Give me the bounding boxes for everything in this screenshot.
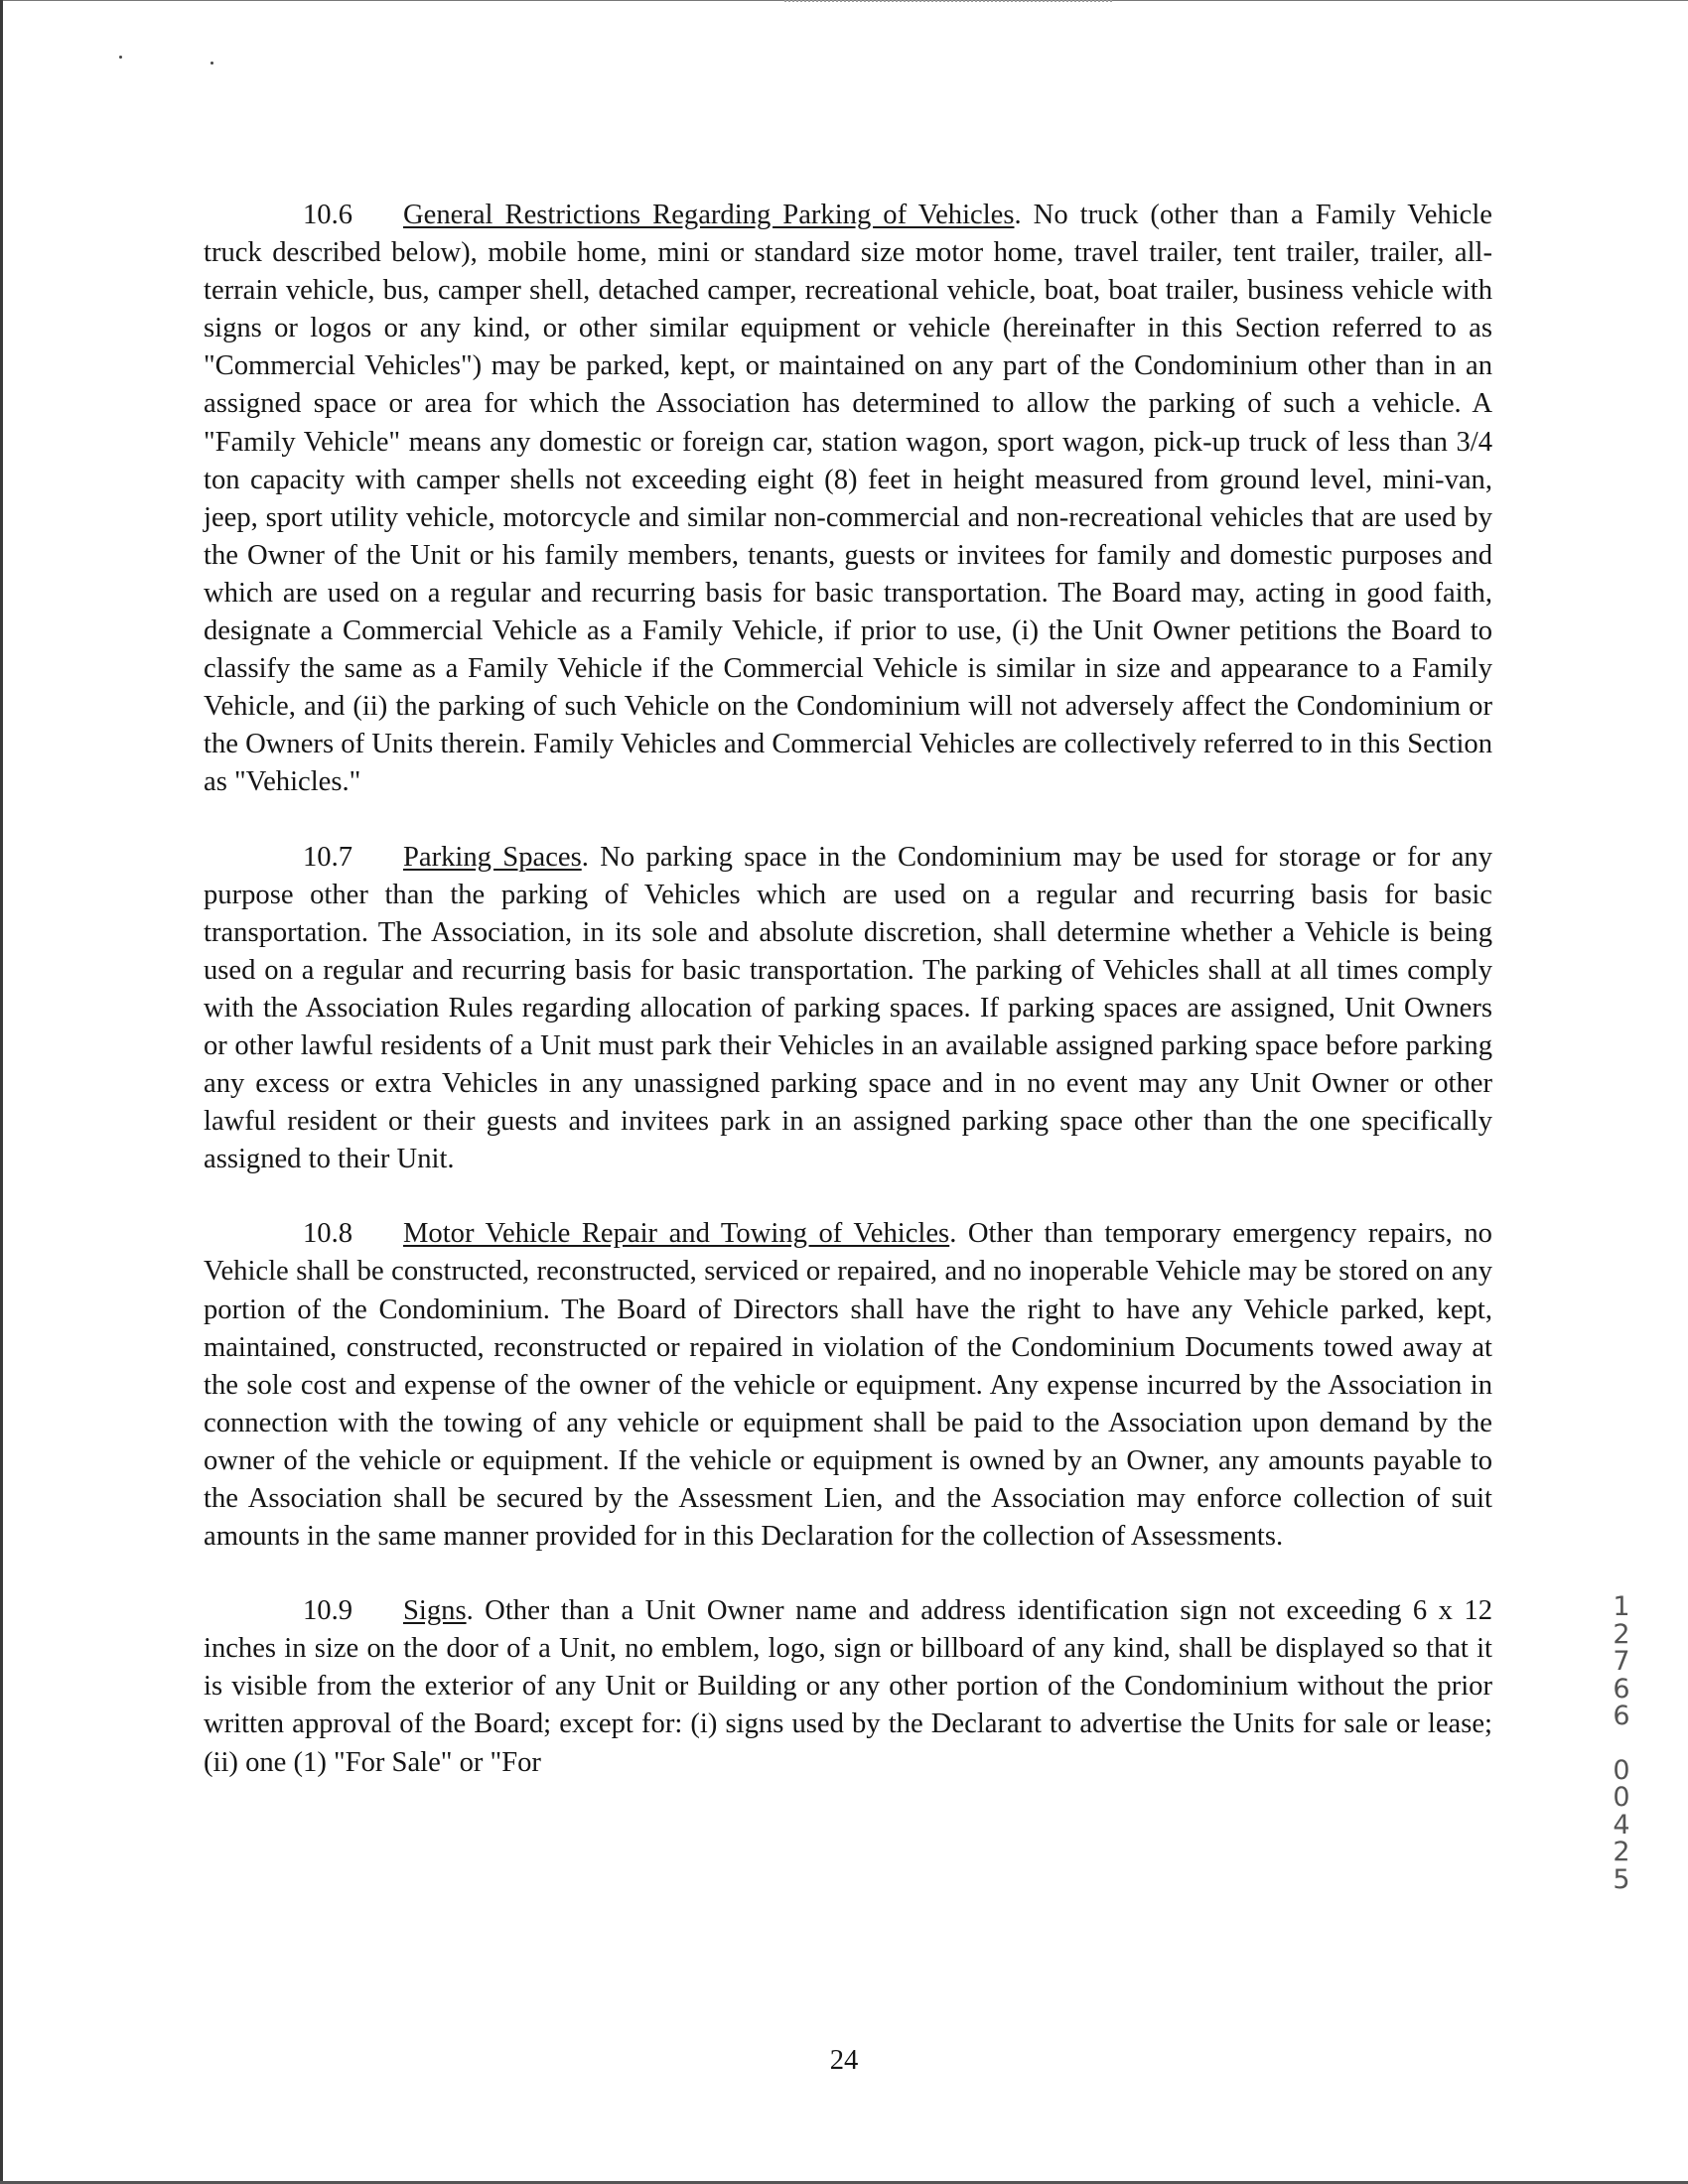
section-heading: General Restrictions Regarding Parking of Vehicles xyxy=(403,200,1015,230)
section-number: 10.9 xyxy=(303,1595,353,1627)
scan-top-mark xyxy=(784,0,1112,6)
scan-speck xyxy=(211,62,213,65)
stamp-digit: 5 xyxy=(1613,1863,1630,1895)
scan-speck xyxy=(119,56,122,59)
section-10-8 xyxy=(204,1215,1492,1556)
section-number: 10.6 xyxy=(303,200,353,230)
section-heading: Motor Vehicle Repair and Towing of Vehicles xyxy=(403,1218,950,1250)
page-number: 24 xyxy=(829,2045,859,2076)
stamp-digit: 6 xyxy=(1613,1673,1630,1705)
stamp-digit: 6 xyxy=(1613,1701,1630,1731)
section-10-9 xyxy=(204,1592,1492,1781)
section-heading: Parking Spaces xyxy=(403,841,582,873)
section-number: 10.8 xyxy=(303,1218,353,1250)
stamp-digit: 2 xyxy=(1613,1618,1630,1650)
section-heading: Signs xyxy=(403,1595,467,1627)
section-body: . No truck (other than a Family Vehicle truck described below), mobile home, mini or standard size motor home, travel trailer, tent trailer, trailer, all-terrain vehicle, bus, camper shell, detached camper, recreational vehicle, boat, boat trailer, business vehicle with signs or logos or any kind, or other similar equipment or vehicle (hereinafter in this Section referred to as "Commercial Vehicles") may be parked, kept, or maintained on any part of the Condominium other than in an assigned space or area for which the Association has determined to allow the parking of such a vehicle. A "Family Vehicle" means any domestic or foreign car, station wagon, sport wagon, pick-up truck of less than 3/4 ton capacity with camper shells not exceeding eight (8) feet in height measured from ground level, mini-van, jeep, sport utility vehicle, motorcycle and similar non-commercial and non-recreational vehicles that are used by the Owner of the Unit or his family members, tenants, guests or invitees for family and domestic purposes and which are used on a regular and recurring basis for basic transportation. The Board may, acting in good faith, designate a Commercial Vehicle as a Family Vehicle, if prior to use, (i) the Unit Owner petitions the Board to classify the same as a Family Vehicle if the Commercial Vehicle is similar in size and appearance to a Family Vehicle, and (ii) the parking of such Vehicle on the Condominium will not adversely affect the Condominium or the Owners of Units therein. Family Vehicles and Commercial Vehicles are collectively referred to in this Section as "Vehicles." xyxy=(204,200,1492,798)
section-body: . Other than a Unit Owner name and address identification sign not exceeding 6 x 12 inches in size on the door of a Unit, no emblem, logo, sign or billboard of any kind, shall be displayed so that it is visible from the exterior of any Unit or Building or any other portion of the Condominium without the prior written approval of the Board; except for: (i) signs used by the Declarant to advertise the Units for sale or lease; (ii) one (1) "For Sale" or "For xyxy=(204,1595,1492,1778)
stamp-digit: 1 xyxy=(1613,1591,1630,1622)
page-left-edge xyxy=(0,0,3,2184)
stamp-digit: 2 xyxy=(1613,1837,1630,1867)
section-10-7 xyxy=(204,839,1492,1179)
recording-stamp xyxy=(1607,1593,1636,1893)
stamp-digit: 4 xyxy=(1613,1809,1630,1841)
section-number: 10.7 xyxy=(303,841,353,873)
section-10-6 xyxy=(204,197,1492,802)
document-body xyxy=(204,197,1492,1819)
section-body: . No parking space in the Condominium may be used for storage or for any purpose other than the parking of Vehicles which are used on a regular and recurring basis for basic transportation. The Association, in its sole and absolute discretion, shall determine whether a Vehicle is being used on a regular and recurring basis for basic transportation. The parking of Vehicles shall at all times comply with the Association Rules regarding allocation of parking spaces. If parking spaces are assigned, Unit Owners or other lawful residents of a Unit must park their Vehicles in an available assigned parking space before parking any excess or extra Vehicles in any unassigned parking space and in no event may any Unit Owner or other lawful resident or their guests and invitees park in an assigned parking space other than the one specifically assigned to their Unit. xyxy=(204,841,1493,1175)
stamp-gap xyxy=(1607,1730,1636,1757)
stamp-digit: 0 xyxy=(1613,1754,1630,1786)
section-body: . Other than temporary emergency repairs, no Vehicle shall be constructed, reconstructed, serviced or repaired, and no inoperable Vehicle may be stored on any portion of the Condominium. The Board of Directors shall have the right to have any Vehicle parked, kept, maintained, constructed, reconstructed or repaired in violation of the Condominium Documents towed away at the sole cost and expense of the owner of the vehicle or equipment. Any expense incurred by the Association in connection with the towing of any vehicle or equipment shall be paid to the Association upon demand by the owner of the vehicle or equipment. If the vehicle or equipment is owned by an Owner, any amounts payable to the Association shall be secured by the Assessment Lien, and the Association may enforce collection of suit amounts in the same manner provided for in this Declaration for the collection of Assessments. xyxy=(204,1218,1492,1553)
stamp-digit: 0 xyxy=(1613,1782,1630,1813)
stamp-digit: 7 xyxy=(1613,1646,1630,1677)
